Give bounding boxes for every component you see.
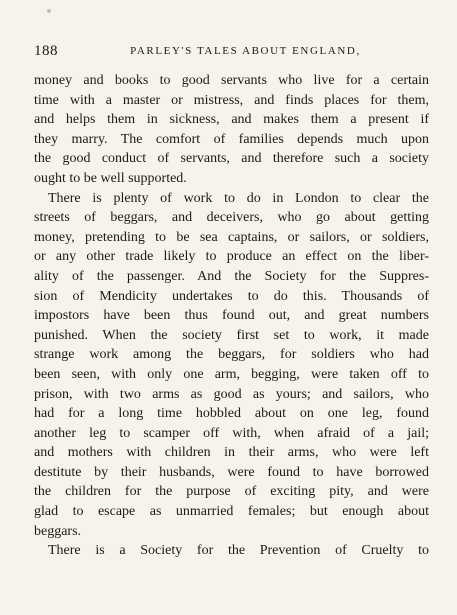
paragraph-3 xyxy=(34,541,429,561)
text-line: impostors have been thus found out, and great numbers xyxy=(34,308,429,324)
paper-speck xyxy=(47,9,51,13)
text-line: had for a long time hobbled about on one leg, found xyxy=(34,406,429,422)
running-title: PARLEY'S TALES ABOUT ENGLAND, xyxy=(130,45,361,57)
text-line: money and books to good servants who live for a certain xyxy=(34,73,429,88)
text-line: prison, with two arms as good as yours; and sailors, who xyxy=(34,386,429,402)
text-line: destitute by their husbands, were found to have borrowed xyxy=(34,464,429,480)
text-line: ality of the passenger. And the Society for the Suppres- xyxy=(34,268,429,284)
paragraph-2 xyxy=(34,189,429,542)
text-line: glad to escape as unmarried females; but enough about xyxy=(34,504,429,520)
text-line: sion of Mendicity undertakes to do this. Thousands of xyxy=(34,288,429,304)
text-line: and helps them in sickness, and makes them a present if xyxy=(34,112,429,128)
text-line: money, pretending to be sea captains, or sailors, or soldiers, xyxy=(34,229,429,245)
text-line: time with a master or mistress, and finds places for them, xyxy=(34,92,429,108)
text-line: beggars. xyxy=(34,523,82,539)
text-line: been seen, with only one arm, begging, were taken off to xyxy=(34,366,429,382)
text-line: There is plenty of work to do in London to clear the xyxy=(48,190,429,206)
body-text xyxy=(34,71,429,561)
text-line: the children for the purpose of exciting pity, and were xyxy=(34,484,429,500)
page-header xyxy=(34,43,429,63)
text-line: the good conduct of servants, and therefore such a society xyxy=(34,151,429,167)
text-line: There is a Society for the Prevention of Cruelty to xyxy=(48,543,429,559)
text-line: they marry. The comfort of families depends much upon xyxy=(34,131,429,147)
text-line: punished. When the society first set to work, it made xyxy=(34,327,429,343)
page-number: 188 xyxy=(34,43,58,59)
text-line: streets of beggars, and deceivers, who go about getting xyxy=(34,210,429,226)
text-line: and mothers with children in their arms, who were left xyxy=(34,445,429,461)
text-line: or any other trade likely to produce an effect on the liber- xyxy=(34,249,429,265)
text-line: ought to be well supported. xyxy=(34,170,187,186)
text-line: another leg to scamper off with, when afraid of a jail; xyxy=(34,425,429,441)
paragraph-1 xyxy=(34,71,429,189)
text-line: strange work among the beggars, for soldiers who had xyxy=(34,347,429,363)
